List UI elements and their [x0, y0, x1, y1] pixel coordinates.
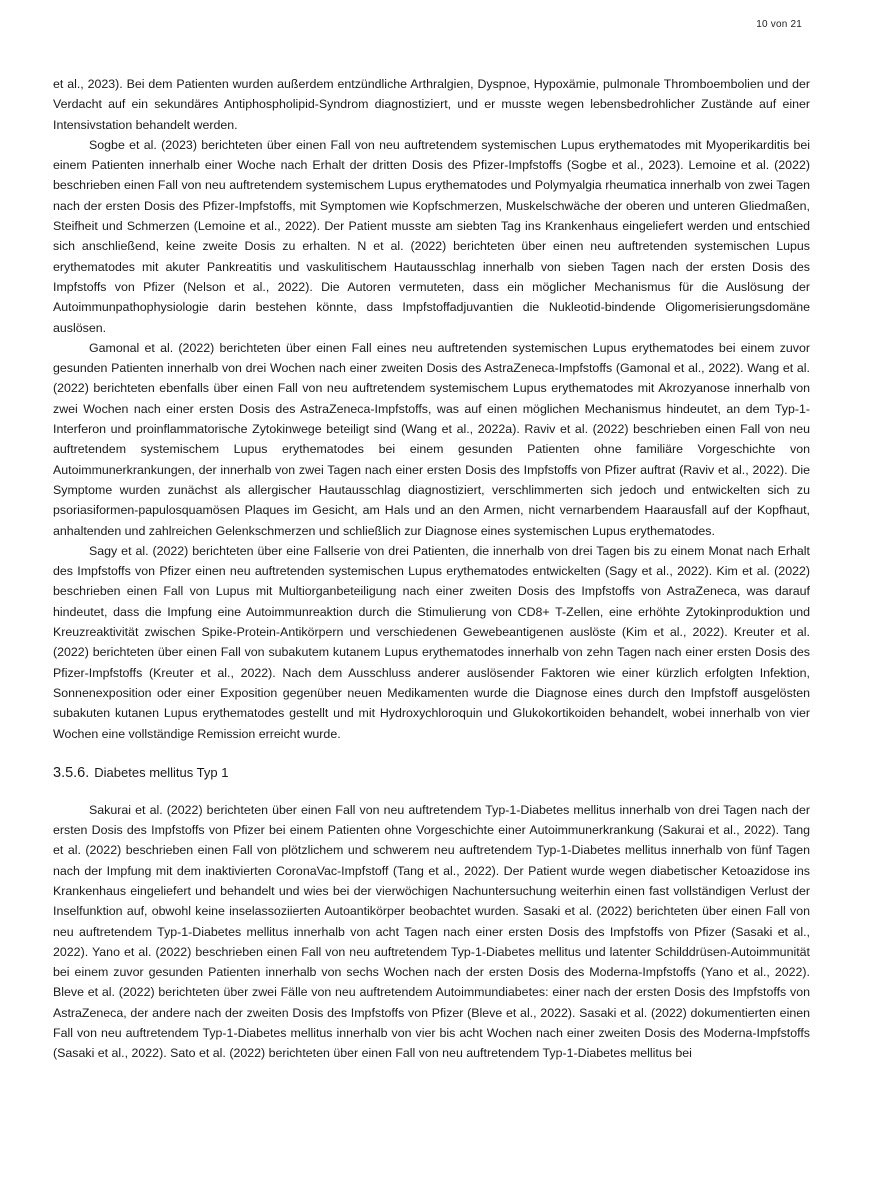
page-body [53, 74, 810, 1064]
body-paragraph: et al., 2023). Bei dem Patienten wurden außerdem entzündliche Arthralgien, Dyspnoe, Hypoxämie, pulmonale Thromboembolien und der Verdacht auf ein sekundäres Antiphospholipid-Syndrom diagnostiziert, und er musste wegen lebensbedrohlicher Zustände auf einer Intensivstation behandelt werden. [53, 77, 810, 132]
section-title: Diabetes mellitus Typ 1 [94, 764, 229, 780]
body-paragraph: Gamonal et al. (2022) berichteten über einen Fall eines neu auftretenden systemischen Lupus erythematodes bei einem zuvor gesunden Patienten innerhalb von drei Wochen nach einer zweiten Dosis des AstraZeneca-Impfstoffs (Gamonal et al., 2022). Wang et al. (2022) berichteten ebenfalls über einen Fall von neu auftretendem systemischem Lupus erythematodes mit Akrozyanose innerhalb von zwei Wochen nach einer ersten Dosis des AstraZeneca-Impfstoffs, was auf einen möglichen Mechanismus hindeutet, an dem Typ-1-Interferon und proinflammatorische Zytokinwege beteiligt sind (Wang et al., 2022a). Raviv et al. (2022) beschrieben einen Fall von neu auftretendem systemischem Lupus erythematodes bei einem gesunden Patienten ohne familiäre Vorgeschichte von Autoimmunerkrankungen, der innerhalb von zwei Tagen nach einer ersten Dosis des Impfstoffs von Pfizer auftrat (Raviv et al., 2022). Die Symptome wurden zunächst als allergischer Hautausschlag diagnostiziert, verschlimmerten sich jedoch und entwickelten sich zu psoriasiformen-papulosquamösen Plaques im Gesicht, am Hals und an den Armen, nicht vernarbendem Haarausfall auf der Kopfhaut, anhaltenden und zahlreichen Gelenkschmerzen und schließlich zur Diagnose eines systemischen Lupus erythematodes. [53, 340, 810, 538]
page-number: 10 von 21 [756, 19, 802, 30]
section-number: 3.5.6. [53, 764, 90, 781]
body-paragraph: Sakurai et al. (2022) berichteten über einen Fall von neu auftretendem Typ-1-Diabetes mellitus innerhalb von drei Tagen nach der ersten Dosis des Impfstoffs von Pfizer bei einem Patienten ohne Vorgeschichte einer Autoimmunerkrankung (Sakurai et al., 2022). Tang et al. (2022) beschrieben einen Fall von plötzlichem und schwerem neu auftretendem Typ-1-Diabetes mellitus innerhalb von fünf Tagen nach der Impfung mit dem inaktivierten CoronaVac-Impfstoff (Tang et al., 2022). Der Patient wurde wegen diabetischer Ketoazidose ins Krankenhaus eingeliefert und behandelt und wies bei der vierwöchigen Nachuntersuchung weiterhin einen fast vollständigen Verlust der Inselfunktion auf, obwohl keine inselassoziierten Autoantikörper beobachtet wurden. Sasaki et al. (2022) berichteten über einen Fall von neu auftretendem Typ-1-Diabetes mellitus innerhalb von acht Tagen nach einer ersten Dosis des Impfstoffs von Pfizer (Sasaki et al., 2022). Yano et al. (2022) beschrieben einen Fall von neu auftretendem Typ-1-Diabetes mellitus und latenter Schilddrüsen-Autoimmunität bei einem zuvor gesunden Patienten innerhalb von sechs Wochen nach der ersten Dosis des Moderna-Impfstoffs (Yano et al., 2022). Bleve et al. (2022) berichteten über zwei Fälle von neu auftretendem Autoimmundiabetes: einer nach der ersten Dosis des Impfstoffs von AstraZeneca, der andere nach der zweiten Dosis des Impfstoffs von Pfizer (Bleve et al., 2022). Sasaki et al. (2022) dokumentierten einen Fall von neu auftretendem Typ-1-Diabetes mellitus innerhalb von vier bis acht Wochen nach einer zweiten Dosis des Moderna-Impfstoffs (Sasaki et al., 2022). Sato et al. (2022) berichteten über einen Fall von neu auftretendem Typ-1-Diabetes mellitus bei [53, 802, 810, 1061]
body-paragraph: Sagy et al. (2022) berichteten über eine Fallserie von drei Patienten, die innerhalb von drei Tagen bis zu einem Monat nach Erhalt des Impfstoffs von Pfizer einen neu auftretenden systemischen Lupus erythematodes entwickelten (Sagy et al., 2022). Kim et al. (2022) beschrieben einen Fall von Lupus mit Multiorganbeteiligung nach einer zweiten Dosis des Impfstoffs von AstraZeneca, was darauf hindeutet, dass die Impfung eine Autoimmunreaktion durch die Stimulierung von CD8+ T-Zellen, eine erhöhte Zytokinproduktion und Kreuzreaktivität zwischen Spike-Protein-Antikörpern und verschiedenen Gewebeantigenen auslöste (Kim et al., 2022). Kreuter et al. (2022) berichteten über einen Fall von subakutem kutanem Lupus erythematodes innerhalb von zehn Tagen nach einer ersten Dosis des Pfizer-Impfstoffs (Kreuter et al., 2022). Nach dem Ausschluss anderer auslösender Faktoren wie einer kürzlich erfolgten Infektion, Sonnenexposition oder einer Exposition gegenüber neuen Medikamenten wurde die Diagnose eines durch den Impfstoff ausgelösten subakuten kutanen Lupus erythematodes gestellt und mit Hydroxychloroquin und Glukokortikoiden behandelt, wobei innerhalb von vier Wochen eine vollständige Remission erreicht wurde. [53, 543, 810, 741]
section-heading [53, 763, 810, 783]
body-paragraph: Sogbe et al. (2023) berichteten über einen Fall von neu auftretendem systemischen Lupus erythematodes mit Myoperikarditis bei einem Patienten innerhalb einer Woche nach Erhalt der dritten Dosis des Pfizer-Impfstoffs (Sogbe et al., 2023). Lemoine et al. (2022) beschrieben einen Fall von neu auftretendem systemischem Lupus erythematodes und Polymyalgia rheumatica innerhalb von zwei Tagen nach der ersten Dosis des Pfizer-Impfstoffs, mit Symptomen wie Kopfschmerzen, Muskelschwäche der oberen und unteren Gliedmaßen, Steifheit und Schmerzen (Lemoine et al., 2022). Der Patient musste am siebten Tag ins Krankenhaus eingeliefert werden und entschied sich anschließend, keine zweite Dosis zu erhalten. N et al. (2022) berichteten über einen neu auftretenden systemischen Lupus erythematodes mit akuter Pankreatitis und vaskulitischem Hautausschlag innerhalb von sieben Tagen nach der ersten Dosis des Impfstoffs von Pfizer (Nelson et al., 2022). Die Autoren vermuteten, dass ein möglicher Mechanismus für die Auslösung der Autoimmunpathophysiologie darin bestehen könnte, dass Impfstoffadjuvantien die Nukleotid-bindende Oligomerisierungsdomäne auslösen. [53, 137, 810, 335]
